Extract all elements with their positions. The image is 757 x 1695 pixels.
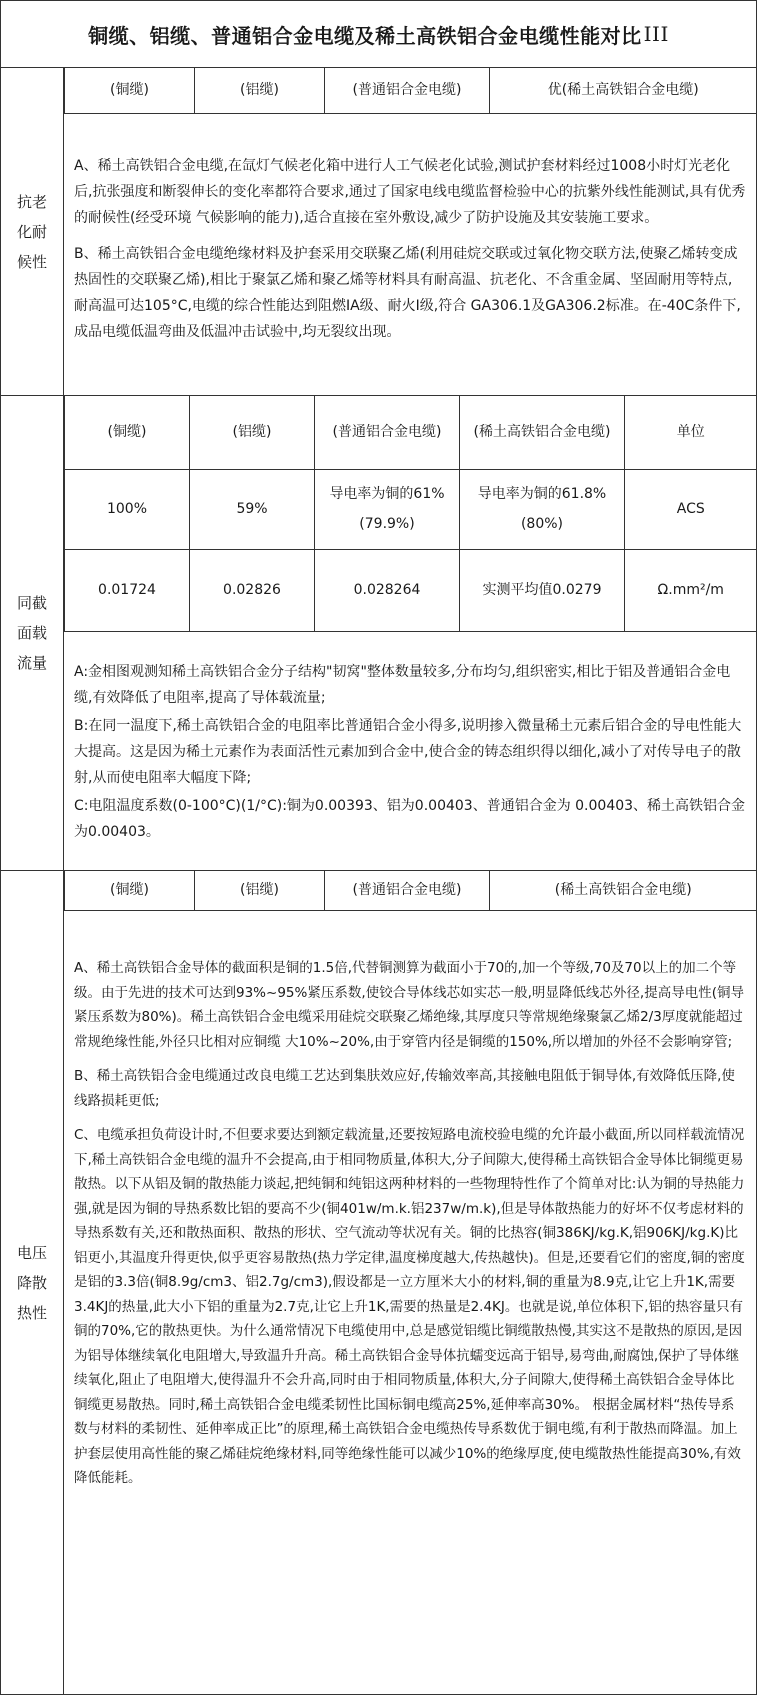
paragraph: A、稀土高铁铝合金电缆,在氙灯气候老化箱中进行人工气候老化试验,测试护套材料经过1008小时灯光老化后,抗张强度和断裂伸长的变化率都符合要求,通过了国家电线电缆监督检验中心的抗紫外线性能测试,具有优秀的耐候性(经受环境 气候影响的能力),适合直接在室外敷设,减少了防护设施及其安装施工要求。 — [74, 158, 746, 226]
paragraph: C:电阻温度系数(0-100°C)(1/°C):铜为0.00393、铝为0.00403、普通铝合金为 0.00403、稀土高铁铝合金为0.00403。 — [74, 798, 746, 840]
header-cell-rare-earth: (稀土高铁铝合金电缆) — [490, 870, 757, 910]
paragraph: B、稀土高铁铝合金电缆通过改良电缆工艺达到集肤效应好,传输效率高,其接触电阻低于铜导体,有效降低压降,使线路损耗更低; — [74, 1068, 735, 1109]
table-cell: 0.028264 — [315, 549, 460, 631]
voltage-header-table — [64, 870, 757, 911]
header-cell-copper: (铜缆) — [65, 395, 190, 469]
table-row — [65, 395, 757, 469]
voltage-text — [64, 956, 756, 1501]
table-cell: 0.02826 — [190, 549, 315, 631]
table-cell: ACS — [625, 469, 757, 549]
header-cell-aluminum: (铝缆) — [190, 395, 315, 469]
table-cell: 59% — [190, 469, 315, 549]
table-cell: 0.01724 — [65, 549, 190, 631]
table-cell: 导电率为铜的61.8%(80%) — [460, 469, 625, 549]
page-title — [1, 1, 756, 68]
table-row — [65, 549, 757, 631]
title-suffix: III — [643, 22, 669, 46]
aging-label-cell — [1, 68, 64, 395]
voltage-label-cell — [1, 871, 64, 1694]
header-cell-aluminum: (铝缆) — [195, 870, 325, 910]
aging-text — [64, 153, 756, 355]
header-cell-alloy: (普通铝合金电缆) — [315, 395, 460, 469]
header-cell-alloy: (普通铝合金电缆) — [325, 67, 490, 113]
voltage-label: 电压降散热性 — [16, 1243, 47, 1322]
table-row — [65, 67, 757, 113]
current-label-cell — [1, 396, 64, 870]
table-cell: 实测平均值0.0279 — [460, 549, 625, 631]
table-row — [65, 469, 757, 549]
paragraph: A、稀土高铁铝合金导体的截面积是铜的1.5倍,代替铜测算为截面小于70的,加一个等级,70及70以上的加二个等级。由于先进的技术可达到93%~95%紧压系数,使铰合导体线芯如实芯一般,明显降低线芯外径,提高导电性(铜导紧压系数为80%)。稀土高铁铝合金电缆采用硅烷交联聚乙烯绝缘,其厚度只等常规绝缘聚氯乙烯2/3厚度就能超过常规绝缘性能,外径只比相对应铜缆 大10%~20%,由于穿管内径是铜缆的150%,所以增加的外径不会影响穿管; — [74, 960, 744, 1050]
table-cell: 导电率为铜的61%(79.9%) — [315, 469, 460, 549]
paragraph: A:金相图观测知稀土高铁铝合金分子结构"韧窝"整体数量较多,分布均匀,组织密实,相比于铝及普通铝合金电缆,有效降低了电阻率,提高了导体载流量; — [74, 664, 731, 706]
aging-label: 抗老化耐候性 — [16, 192, 47, 271]
header-cell-aluminum: (铝缆) — [195, 67, 325, 113]
paragraph: B:在同一温度下,稀土高铁铝合金的电阻率比普通铝合金小得多,说明掺入微量稀土元素后铝合金的导电性能大大提高。这是因为稀土元素作为表面活性元素加到合金中,使合金的铸态组织得以细化,减小了对传导电子的散射,从而使电阻率大幅度下降; — [74, 718, 742, 786]
paragraph: B、稀土高铁铝合金电缆绝缘材料及护套采用交联聚乙烯(利用硅烷交联或过氧化物交联方法,使聚乙烯转变成热固性的交联聚乙烯),相比于聚氯乙烯和聚乙烯等材料具有耐高温、抗老化、不含重金属、坚固耐用等特点,耐高温可达105°C,电缆的综合性能达到阻燃IA级、耐火I级,符合 GA306.1及GA306.2标准。在-40C条件下,成品电缆低温弯曲及低温冲击试验中,均无裂纹出现。 — [74, 246, 741, 340]
current-table — [64, 395, 757, 632]
table-cell: 100% — [65, 469, 190, 549]
current-text — [64, 659, 756, 847]
header-cell-unit: 单位 — [625, 395, 757, 469]
table-row — [65, 870, 757, 910]
paragraph: C、电缆承担负荷设计时,不但要求要达到额定载流量,还要按短路电流校验电缆的允许最小截面,所以同样载流情况下,稀土高铁铝合金电缆的温升不会提高,由于相同物质量,体积大,分子间隙大,使得稀土高铁铝合金导体比铜缆更易散热。以下从铝及铜的散热能力谈起,把纯铜和纯铝这两种材料的一些物理特性作了个简单对比:认为铜的导热能力强,就是因为铜的导热系数比铝的要高不少(铜401w/m.k.铝237w/m.k),但是导体散热能力的好坏不仅考虑材料的导热系数有关,还和散热面积、散热的形状、空气流动等状况有关。铜的比热容(铜386KJ/kg.K,铝906KJ/kg.K)比铝更小,其温度升得更快,似乎更容易散热(热力学定律,温度梯度越大,传热越快)。但是,还要看它们的密度,铜的密度是铝的3.3倍(铜8.9g/cm3、铝2.7g/cm3),假设都是一立方厘米大小的材料,铜的重量为8.9克,让它上升1K,需要3.4KJ的热量,此大小下铝的重量为2.7克,让它上升1K,需要的热量是2.4KJ。也就是说,单位体积下,铝的热容量只有铜的70%,它的散热更快。为什么通常情况下电缆使用中,总是感觉铝缆比铜缆散热慢,其实这不是散热的原因,是因为铝导体继续氧化电阻增大,导致温升升高。稀土高铁铝合金导体抗蠕变远高于铝导,易弯曲,耐腐蚀,保护了导体继续氧化,阻止了电阻增大,使得温升不会升高,同时由于相同物质量,体积大,分子间隙大,使得稀土高铁铝合金导体比铜缆更易散热。同时,稀土高铁铝合金电缆柔韧性比国标铜电缆高25%,延伸率高30%。 根据金属材料“热传导系数与材料的柔韧性、延伸率成正比”的原理,稀土高铁铝合金电缆热传导系数优于铜电缆,有利于散热而降温。加上护套层使用高性能的聚乙烯硅烷绝缘材料,同等绝缘性能可以减少10%的绝缘厚度,使电缆散热性能提高30%,有效降低能耗。 — [74, 1127, 745, 1486]
header-cell-copper: (铜缆) — [65, 870, 195, 910]
header-cell-copper: (铜缆) — [65, 67, 195, 113]
header-cell-alloy: (普通铝合金电缆) — [325, 870, 490, 910]
header-cell-rare-earth: 优(稀土高铁铝合金电缆) — [490, 67, 757, 113]
current-label: 同截面载流量 — [16, 594, 47, 672]
header-cell-rare-earth: (稀土高铁铝合金电缆) — [460, 395, 625, 469]
table-cell: Ω.mm²/m — [625, 549, 757, 631]
title-text: 铜缆、铝缆、普通铝合金电缆及稀土高铁铝合金电缆性能对比 — [88, 23, 642, 48]
aging-header-table — [64, 67, 757, 114]
